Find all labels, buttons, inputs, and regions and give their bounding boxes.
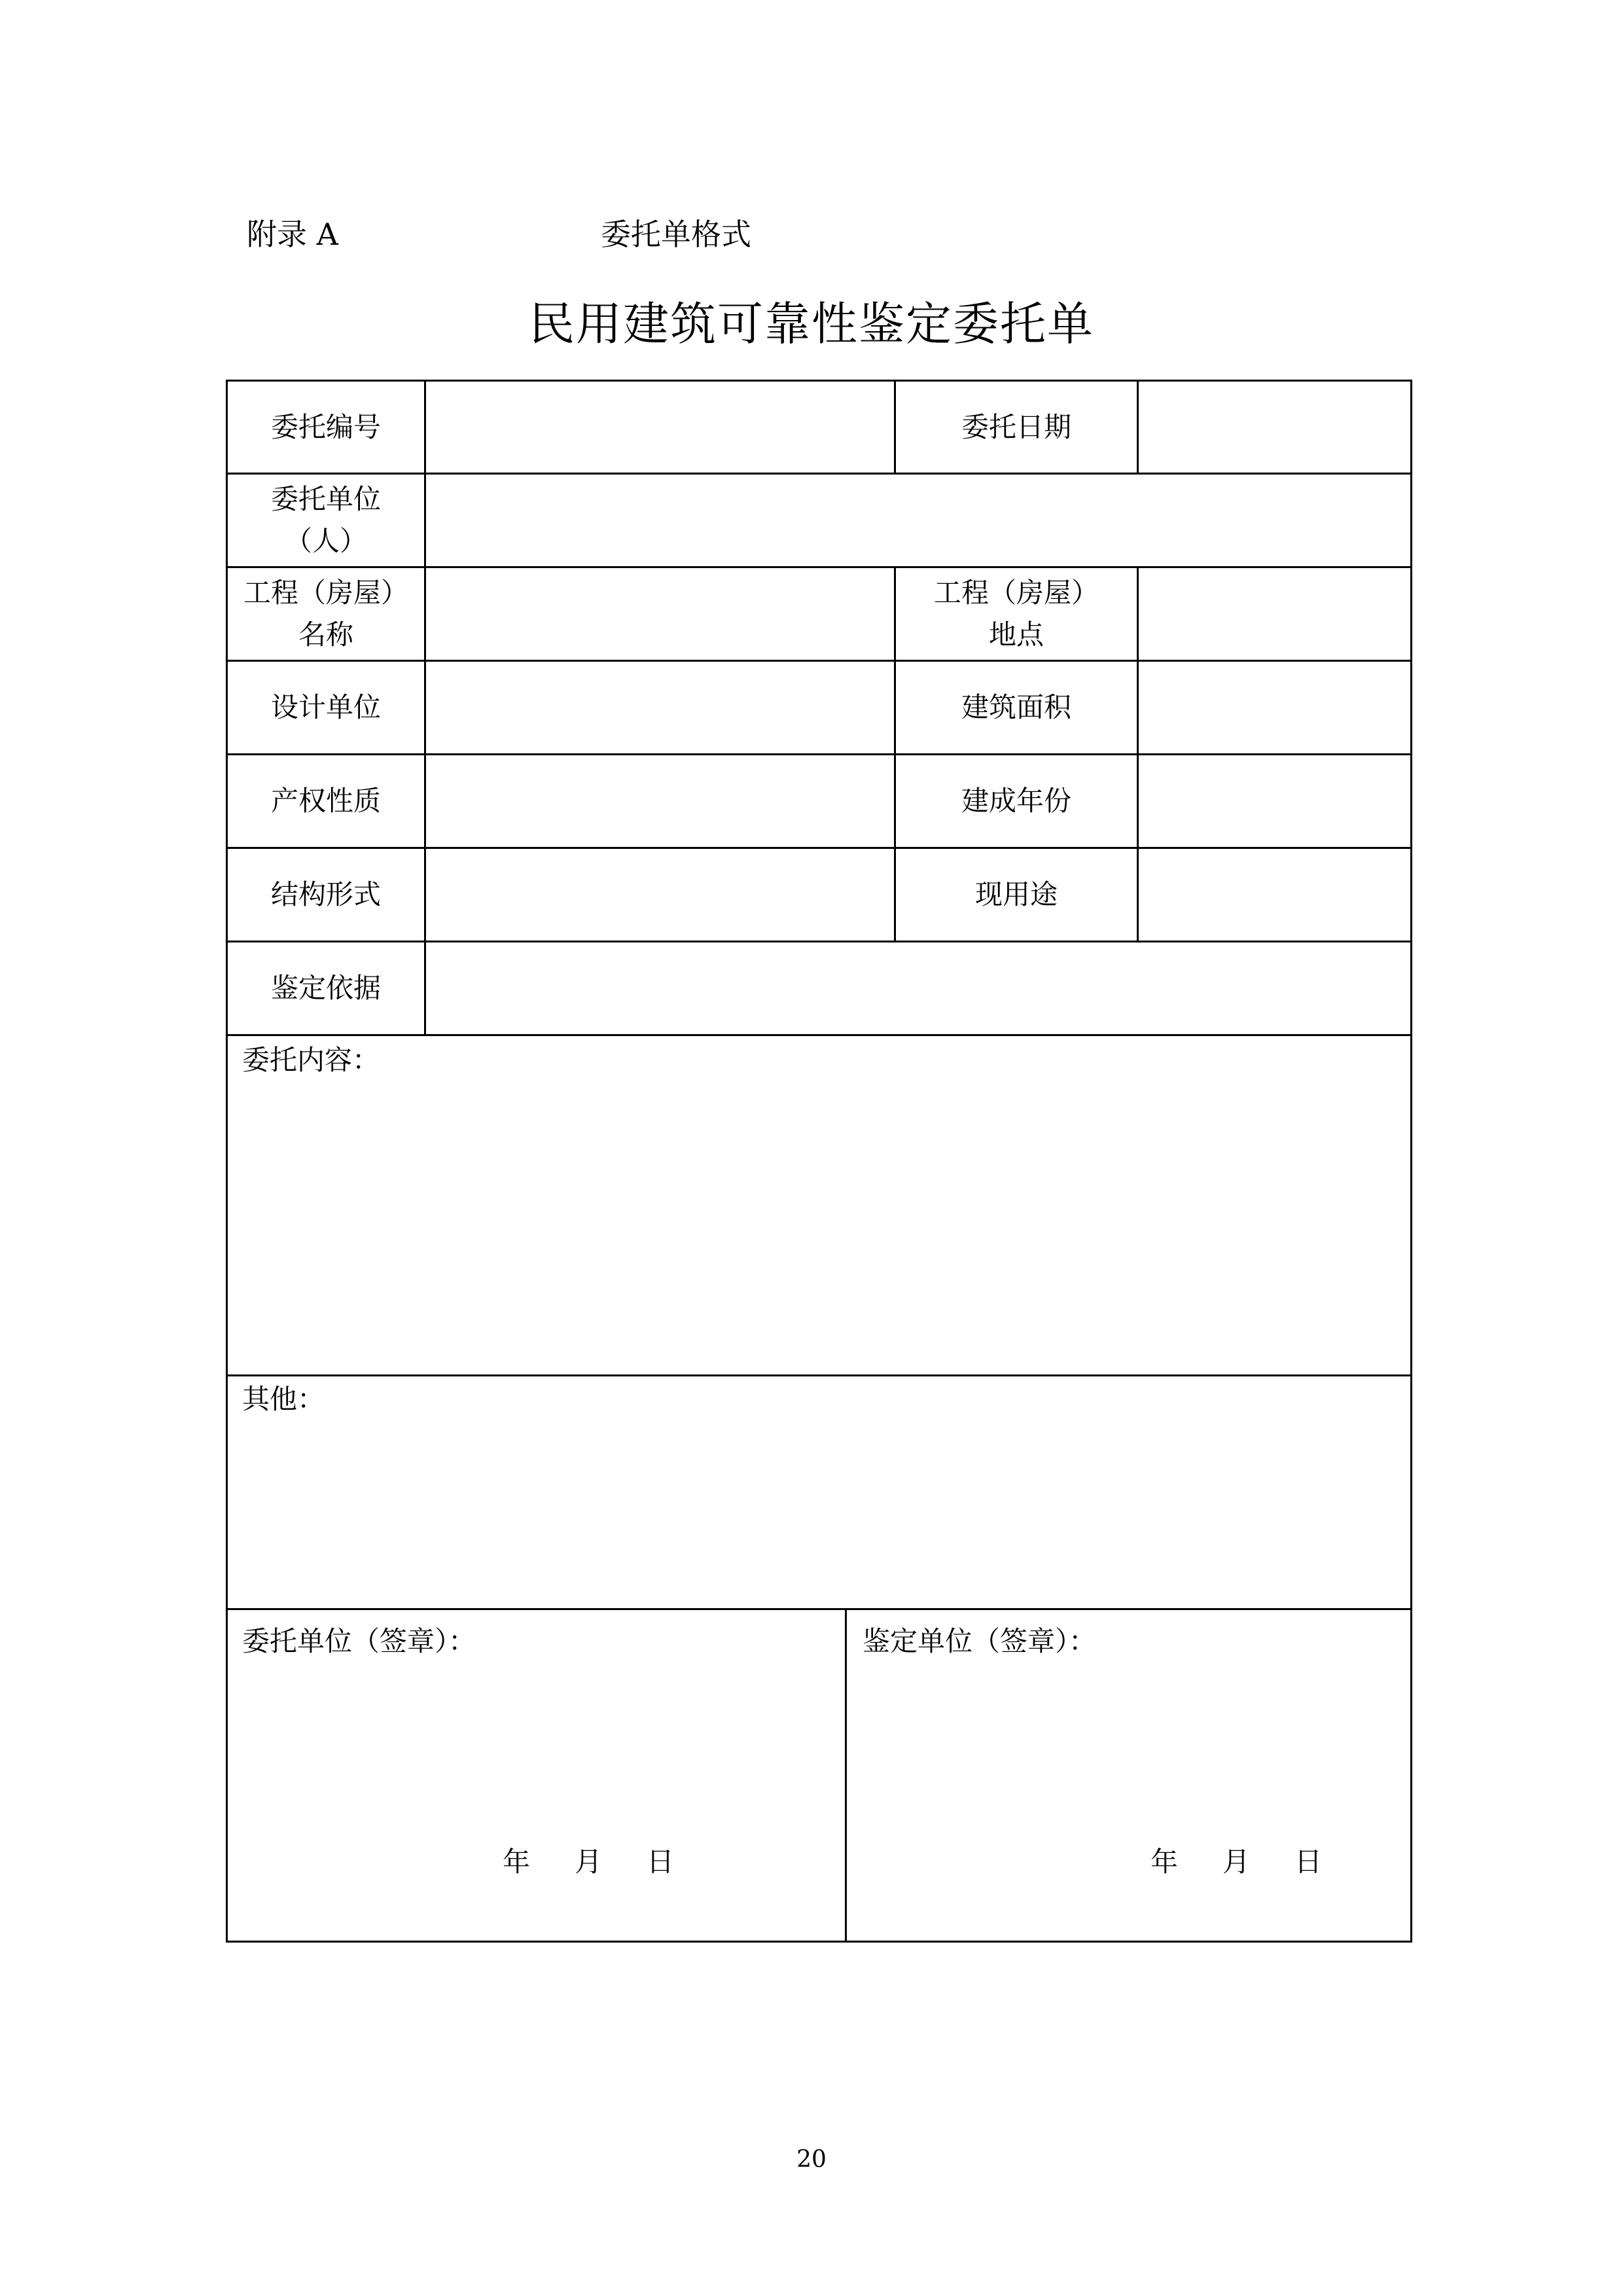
current-use-label: 现用途 — [974, 878, 1058, 910]
column-divider — [424, 380, 426, 1036]
appraiser-date-year: 年 — [1150, 1846, 1179, 1878]
column-divider — [1137, 566, 1139, 942]
appraiser-date-month: 月 — [1222, 1846, 1251, 1878]
client-seal-label: 委托单位（签章）： — [242, 1625, 476, 1657]
commission-content-label: 委托内容： — [242, 1044, 380, 1076]
row-divider — [226, 1034, 1412, 1036]
row-divider — [226, 1608, 1412, 1610]
appendix-title: 委托单格式 — [601, 217, 751, 252]
other-label: 其他： — [242, 1383, 325, 1415]
project-name-label: 工程（房屋） 名称 — [243, 577, 408, 651]
client-date-month: 月 — [575, 1846, 603, 1878]
signature-divider — [845, 1608, 847, 1943]
table-border-bottom — [226, 1941, 1412, 1943]
commission-date-label: 委托日期 — [961, 410, 1071, 443]
property-nature-label: 产权性质 — [270, 785, 381, 817]
design-unit-label: 设计单位 — [270, 691, 381, 723]
appraiser-date-day: 日 — [1294, 1846, 1323, 1878]
completion-year-label: 建成年份 — [961, 785, 1071, 817]
row-divider — [226, 1374, 1412, 1376]
appraiser-seal-label: 鉴定单位（签章）： — [863, 1625, 1097, 1657]
client-label: 委托单位 （人） — [270, 483, 381, 557]
table-border-right — [1410, 380, 1412, 1943]
client-date-day: 日 — [647, 1846, 675, 1878]
project-location-label: 工程（房屋） 地点 — [933, 577, 1099, 651]
commission-no-label: 委托编号 — [270, 410, 381, 443]
document-title: 民用建筑可靠性鉴定委托单 — [529, 297, 1094, 351]
appendix-label: 附录 A — [247, 217, 338, 252]
page-number: 20 — [796, 2146, 827, 2173]
client-date-year: 年 — [503, 1846, 531, 1878]
building-area-label: 建筑面积 — [961, 691, 1071, 723]
structure-type-label: 结构形式 — [270, 878, 381, 910]
column-divider — [1137, 380, 1139, 475]
appraisal-basis-label: 鉴定依据 — [270, 972, 381, 1004]
